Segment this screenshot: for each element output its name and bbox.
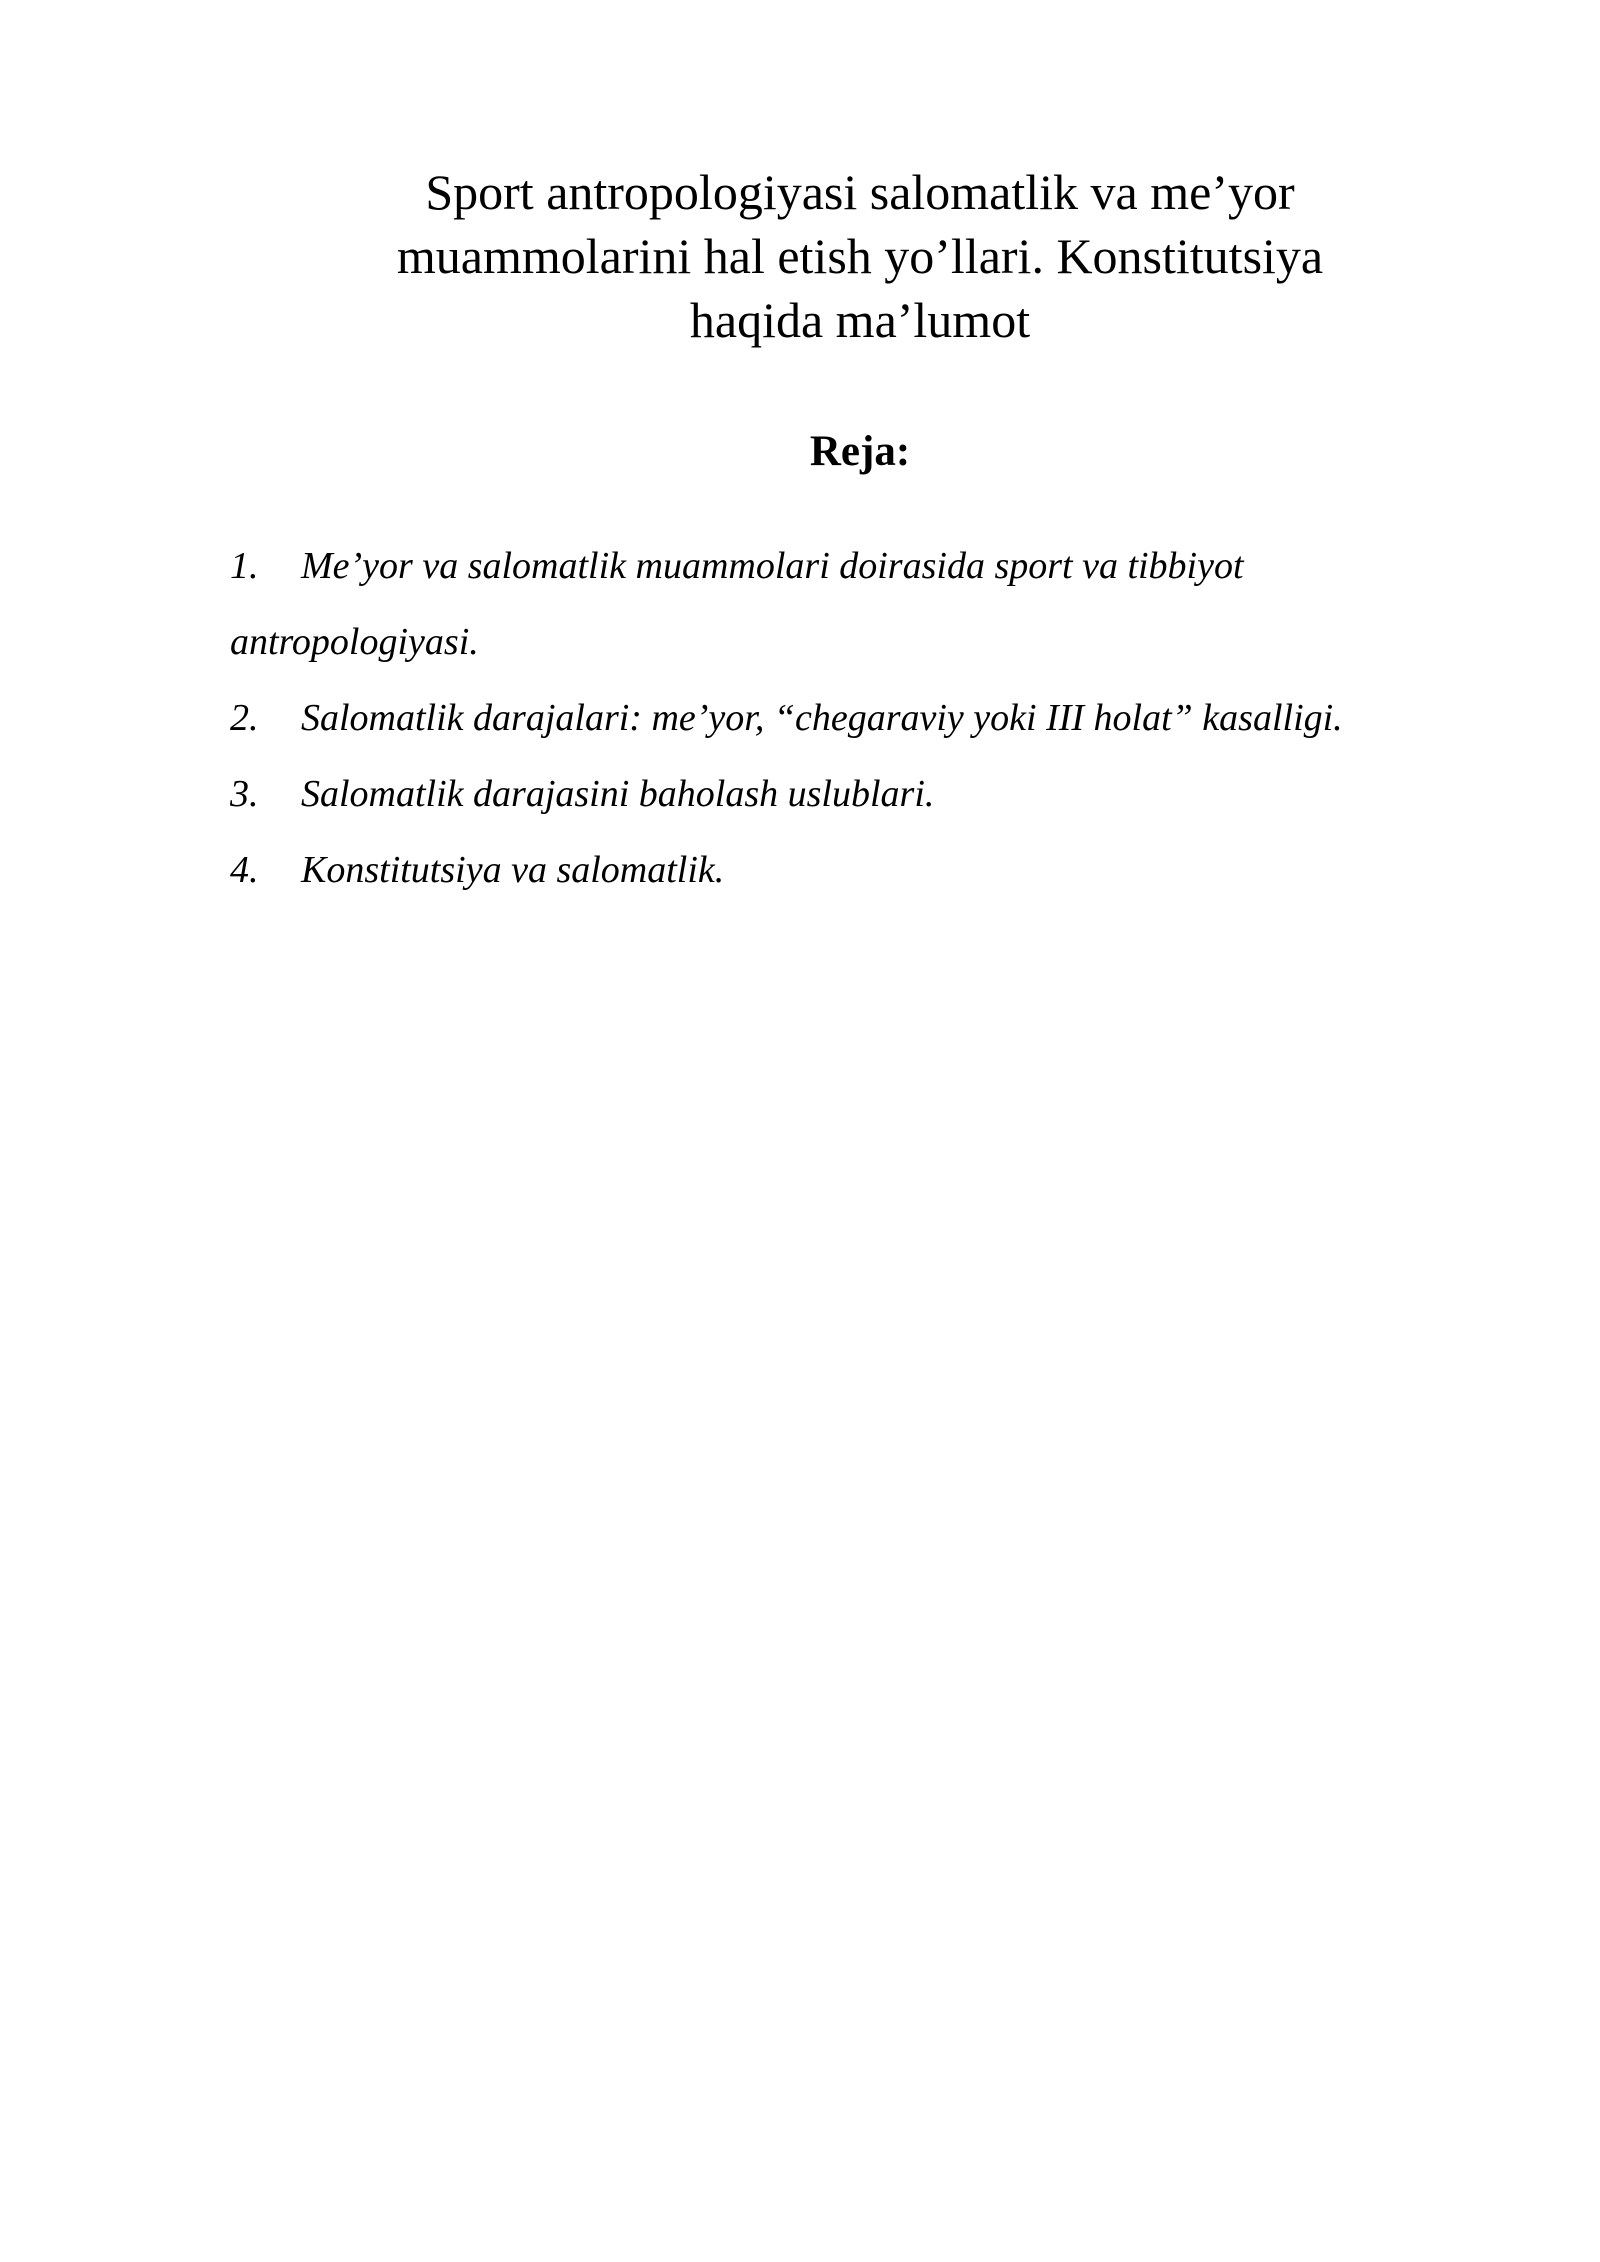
document-title — [240, 160, 1480, 352]
item-number: 2. — [230, 697, 259, 739]
item-text: Salomatlik darajalari: me’yor, “chegaraviy yoki III holat” kasalligi. — [301, 697, 1343, 739]
title-line: muammolarini hal etish yo’llari. Konstitutsiya — [396, 228, 1324, 284]
item-number: 4. — [230, 849, 259, 891]
item-text: Salomatlik darajasini baholash uslublari. — [301, 773, 935, 815]
item-text-continuation: antropologiyasi. — [230, 621, 479, 663]
item-number: 1. — [230, 545, 259, 587]
plan-item-1 — [230, 528, 1530, 680]
plan-item-2 — [230, 680, 1530, 756]
plan-heading: Reja: — [809, 428, 911, 475]
plan-list — [230, 528, 1530, 908]
plan-item-3 — [230, 756, 1530, 832]
title-line: Sport antropologiyasi salomatlik va me’yor — [425, 164, 1295, 220]
item-text: Konstitutsiya va salomatlik. — [301, 849, 725, 891]
title-line: haqida ma’lumot — [689, 292, 1031, 348]
item-number: 3. — [230, 773, 259, 815]
item-text: Me’yor va salomatlik muammolari doirasida sport va tibbiyot — [301, 545, 1244, 587]
plan-item-4 — [230, 832, 1530, 908]
